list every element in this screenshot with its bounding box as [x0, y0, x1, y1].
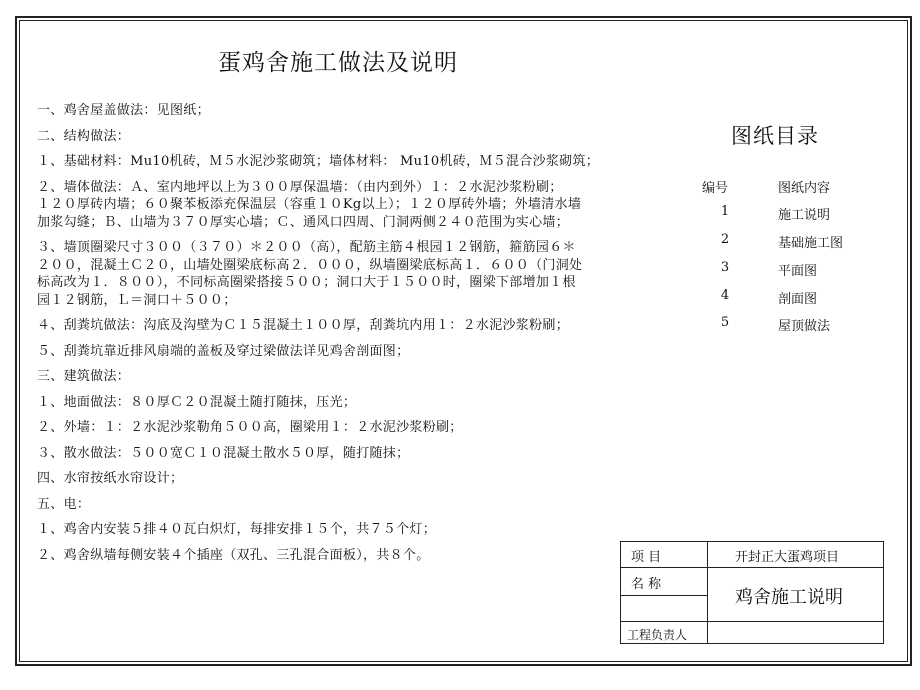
note-line: １２０厚砖内墙；６０聚苯板添充保温层（容重１０Kg以上）；１２０厚砖外墙；外墙清水墙 — [37, 197, 582, 212]
toc-row-content: 基础施工图 — [778, 236, 844, 251]
note-line: １、地面做法：８０厚Ｃ２０混凝土随打随抹，压光； — [37, 394, 357, 410]
note-line: 标高改为１．８００），不同标高圈梁搭接５００；洞口大于１５００时，圈梁下部增加１根 — [37, 275, 576, 290]
toc-row-content: 剖面图 — [778, 292, 818, 307]
engineer-label: 工程负责人 — [627, 628, 688, 642]
note-line: ３、墙顶圈梁尺寸３００（３７０）＊２００（高），配筋主筋４根园１２钢筋，箍筋园６＊ — [37, 240, 576, 255]
note-line: ５、刮粪坑靠近排风扇端的盖板及穿过梁做法详见鸡舍剖面图； — [37, 343, 410, 359]
toc-header-content: 图纸内容 — [778, 181, 831, 196]
toc-header-number: 编号 — [702, 181, 729, 196]
toc-row-number: 2 — [720, 232, 730, 247]
toc-row-number: 1 — [720, 204, 730, 219]
note-paragraph — [37, 445, 669, 463]
document-title: 蛋鸡舍施工做法及说明 — [218, 50, 458, 76]
note-paragraph — [37, 239, 669, 309]
toc-row-content: 屋顶做法 — [778, 319, 831, 334]
toc-title: 图纸目录 — [731, 124, 819, 148]
note-paragraph — [37, 547, 669, 565]
note-paragraph — [37, 394, 669, 412]
note-line: 园１２钢筋，Ｌ＝洞口＋５００； — [37, 292, 237, 308]
toc-row — [700, 288, 880, 308]
toc-row-content: 平面图 — [778, 264, 818, 279]
title-block-divider — [621, 567, 884, 568]
toc-row — [700, 260, 880, 280]
project-value: 开封正大蛋鸡项目 — [735, 550, 840, 565]
toc-row-number: 5 — [720, 315, 730, 330]
note-paragraph — [37, 343, 669, 361]
note-line: 加浆勾缝；Ｂ、山墙为３７０厚实心墙；Ｃ、通风口四周、门洞两侧２４０范围为实心墙； — [37, 214, 570, 230]
note-line: 二、结构做法： — [37, 128, 131, 144]
note-paragraph — [37, 419, 669, 437]
toc-row — [700, 204, 880, 224]
note-paragraph — [37, 179, 669, 232]
toc-row-number: 3 — [720, 260, 730, 275]
name-value: 鸡舍施工说明 — [735, 587, 843, 608]
toc-row — [700, 232, 880, 252]
construction-notes — [37, 102, 669, 572]
title-block-divider — [621, 595, 707, 596]
note-line: ４、刮粪坑做法：沟底及沟壁为Ｃ１５混凝土１００厚，刮粪坑内用１：２水泥沙浆粉刷； — [37, 318, 570, 333]
note-line: 五、电： — [37, 496, 91, 512]
note-paragraph — [37, 521, 669, 539]
note-line: １、鸡舍内安装５排４０瓦白炽灯，每排安排１５个，共７５个灯； — [37, 522, 437, 537]
note-paragraph — [37, 317, 669, 335]
title-block — [620, 541, 884, 644]
note-paragraph — [37, 128, 669, 146]
note-line: ３、散水做法：５００宽Ｃ１０混凝土散水５０厚，随打随抹； — [37, 445, 410, 461]
title-block-divider — [621, 621, 884, 622]
note-line: 三、建筑做法： — [37, 369, 131, 384]
note-paragraph — [37, 470, 669, 488]
note-line: 一、鸡舍屋盖做法：见图纸； — [37, 103, 210, 118]
project-label: 项 目 — [631, 550, 662, 565]
name-label: 名 称 — [631, 577, 662, 592]
toc-row-number: 4 — [720, 288, 730, 303]
note-line: １、基础材料：Mu10机砖，Ｍ５水泥沙浆砌筑；墙体材料： Mu10机砖，Ｍ５混合沙浆砌筑； — [37, 154, 600, 169]
title-block-divider — [707, 542, 708, 644]
note-line: ２、鸡舍纵墙每侧安装４个插座（双孔、三孔混合面板），共８个。 — [37, 547, 430, 563]
toc-row-content: 施工说明 — [778, 208, 831, 223]
note-paragraph — [37, 153, 669, 171]
note-paragraph — [37, 368, 669, 386]
note-paragraph — [37, 496, 669, 514]
note-paragraph — [37, 102, 669, 120]
note-line: 四、水帘按纸水帘设计； — [37, 471, 184, 486]
note-line: ２００，混凝土Ｃ２０，山墙处圈梁底标高２．０００，纵墙圈梁底标高１．６００（门洞处 — [37, 257, 583, 273]
note-line: ２、墙体做法：Ａ、室内地坪以上为３００厚保温墙：（由内到外）１：２水泥沙浆粉刷； — [37, 179, 563, 195]
toc-row — [700, 315, 880, 335]
note-line: ２、外墙：１：２水泥沙浆勒角５００高，圈梁用１：２水泥沙浆粉刷； — [37, 420, 463, 435]
